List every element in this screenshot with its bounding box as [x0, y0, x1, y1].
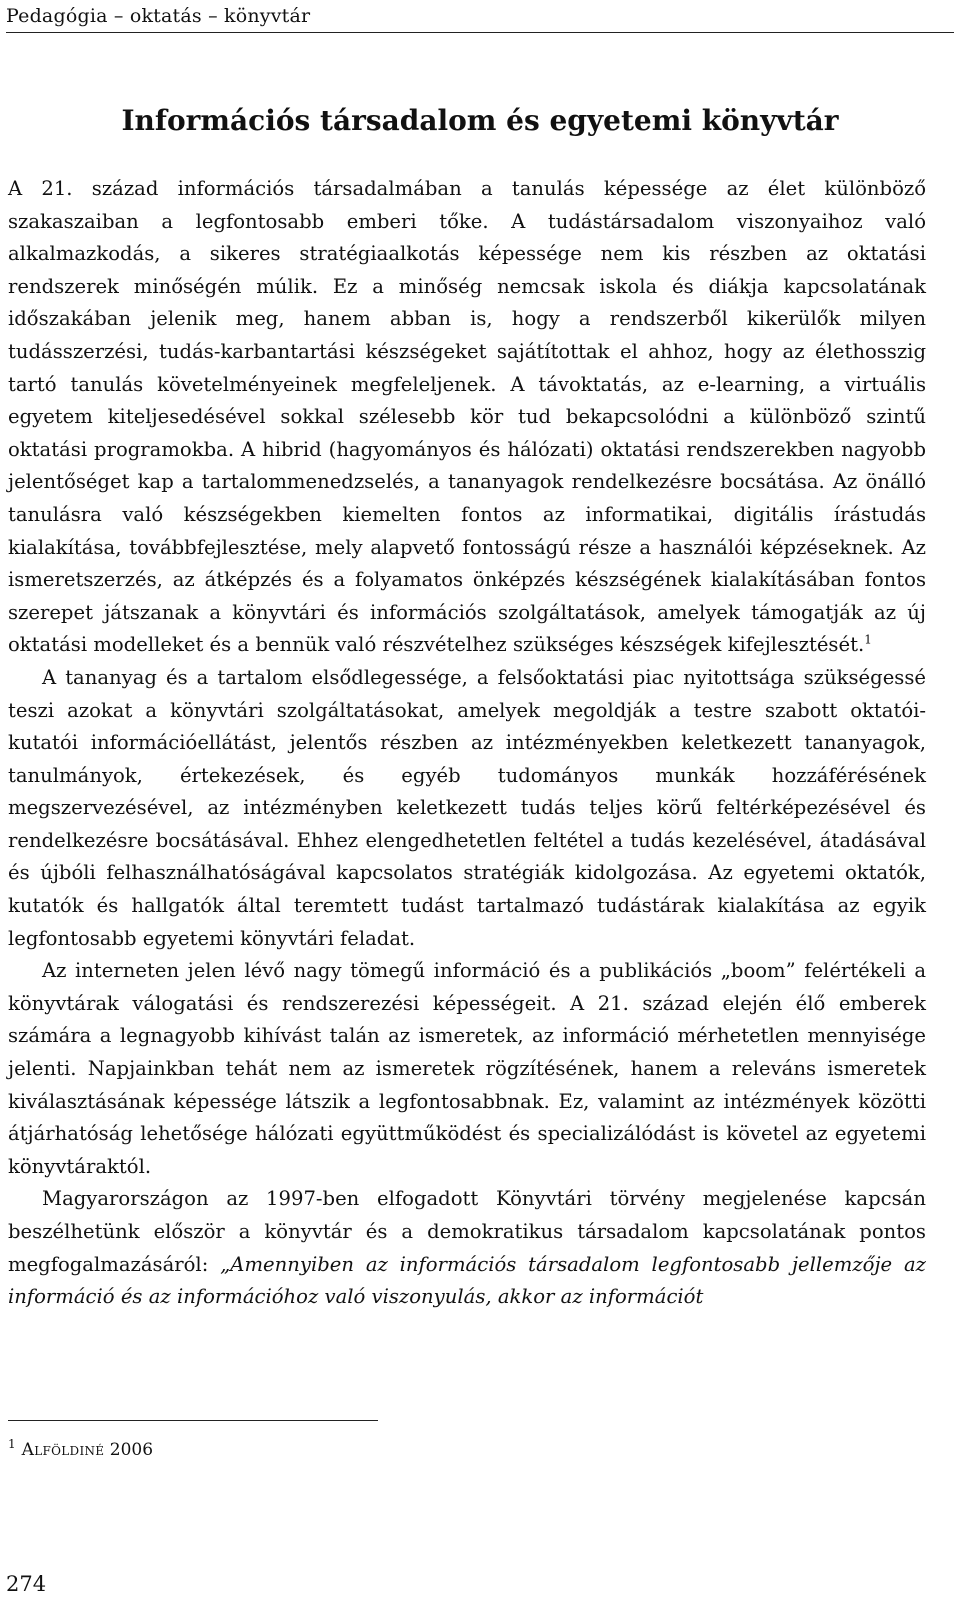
footnote-number: 1 — [8, 1437, 16, 1452]
paragraph-1 — [8, 173, 926, 662]
footnote-year: 2006 — [109, 1440, 154, 1460]
paragraph-3: Az interneten jelen lévő nagy tömegű információ és a publikációs „boom” felértékeli a könyvtárak válogatási és rendszerezési képességeit. A 21. század elején élő emberek számára a legnagyobb kihívást talán az ismeretek, az információ mérhetetlen mennyisége jelenti. Napjainkban tehát nem az ismeretek rögzítésének, hanem a releváns ismeretek kiválasztásának képessége látszik a legfontosabbnak. Ez, valamint az intézmények közötti átjárhatóság lehetősége hálózati együttműködést és specializálódást is követel az egyetemi könyvtáraktól. — [8, 959, 926, 1178]
running-head: Pedagógia – oktatás – könyvtár — [6, 5, 311, 27]
paragraph-4-quote: „Amennyiben az információs társadalom legfontosabb jellemzője az információ és az információhoz való viszonyulás, akkor az információt — [8, 1252, 926, 1309]
body-text — [8, 173, 926, 1314]
header-rule — [6, 32, 954, 33]
footnote-reference: 1 — [864, 632, 872, 647]
page-title: Információs társadalom és egyetemi könyvtár — [121, 104, 839, 137]
footnote — [8, 1438, 153, 1462]
footnote-author: Alföldiné — [21, 1440, 105, 1460]
paragraph-4-text: Magyarországon az 1997-ben elfogadott Könyvtári törvény megjelenése kapcsán beszélhetünk először a könyvtár és a demokratikus társadalom kapcsolatának pontos megfogalmazásáról: — [8, 1187, 926, 1276]
paragraph-1-text: A 21. század információs társadalmában a tanulás képessége az élet különböző szakaszaiban a legfontosabb emberi tőke. A tudástársadalom viszonyaihoz való alkalmazkodás, a sikeres stratégiaalkotás képessége nem kis részben az oktatási rendszerek minőségén múlik. Ez a minőség nemcsak iskola és diákja kapcsolatának időszakában jelenik meg, hanem abban is, hogy a rendszerből kikerülők milyen tudásszerzési, tudás-karbantartási készségeket sajátítottak el ahhoz, hogy az élethosszig tartó tanulás követelményeinek megfeleljenek. A távoktatás, az e-learning, a virtuális egyetem kiteljesedésével sokkal szélesebb kör tud bekapcsolódni a különböző szintű oktatási programokba. A hibrid (hagyományos és hálózati) oktatási rendszerekben nagyobb jelentőséget kap a tartalommenedzselés, a tananyagok rendelkezésre bocsátása. Az önálló tanulásra való készségekben kiemelten fontos az informatikai, digitális írástudás kialakítása, továbbfejlesztése, mely alapvető fontosságú része a használói képzéseknek. Az ismeretszerzés, az átképzés és a folyamatos önképzés készségének kialakításában fontos szerepet játszanak a könyvtári és információs szolgáltatások, amelyek támogatják az új oktatási modelleket és a bennük való részvételhez szükséges készségek kifejlesztését. — [8, 177, 926, 657]
page-number: 274 — [6, 1572, 47, 1596]
paragraph-2: A tananyag és a tartalom elsődlegessége, a felsőoktatási piac nyitottsága szükségessé teszi azokat a könyvtári szolgáltatásokat, amelyek megoldják a testre szabott oktatói-kutatói információellátást, jelentős részben az intézményekben keletkezett tananyagok, tanulmányok, értekezések, és egyéb tudományos munkák hozzáférésének megszervezésével, az intézményben keletkezett tudás teljes körű feltérképezésével és rendelkezésre bocsátásával. Ehhez elengedhetetlen feltétel a tudás kezelésével, átadásával és újbóli felhasználhatóságával kapcsolatos stratégiák kidolgozása. Az egyetemi oktatók, kutatók és hallgatók által teremtett tudást tartalmazó tudástárak kialakítása az egyik legfontosabb egyetemi könyvtári feladat. — [8, 665, 926, 950]
paragraph-4 — [8, 1183, 926, 1313]
footnote-rule — [8, 1420, 378, 1421]
